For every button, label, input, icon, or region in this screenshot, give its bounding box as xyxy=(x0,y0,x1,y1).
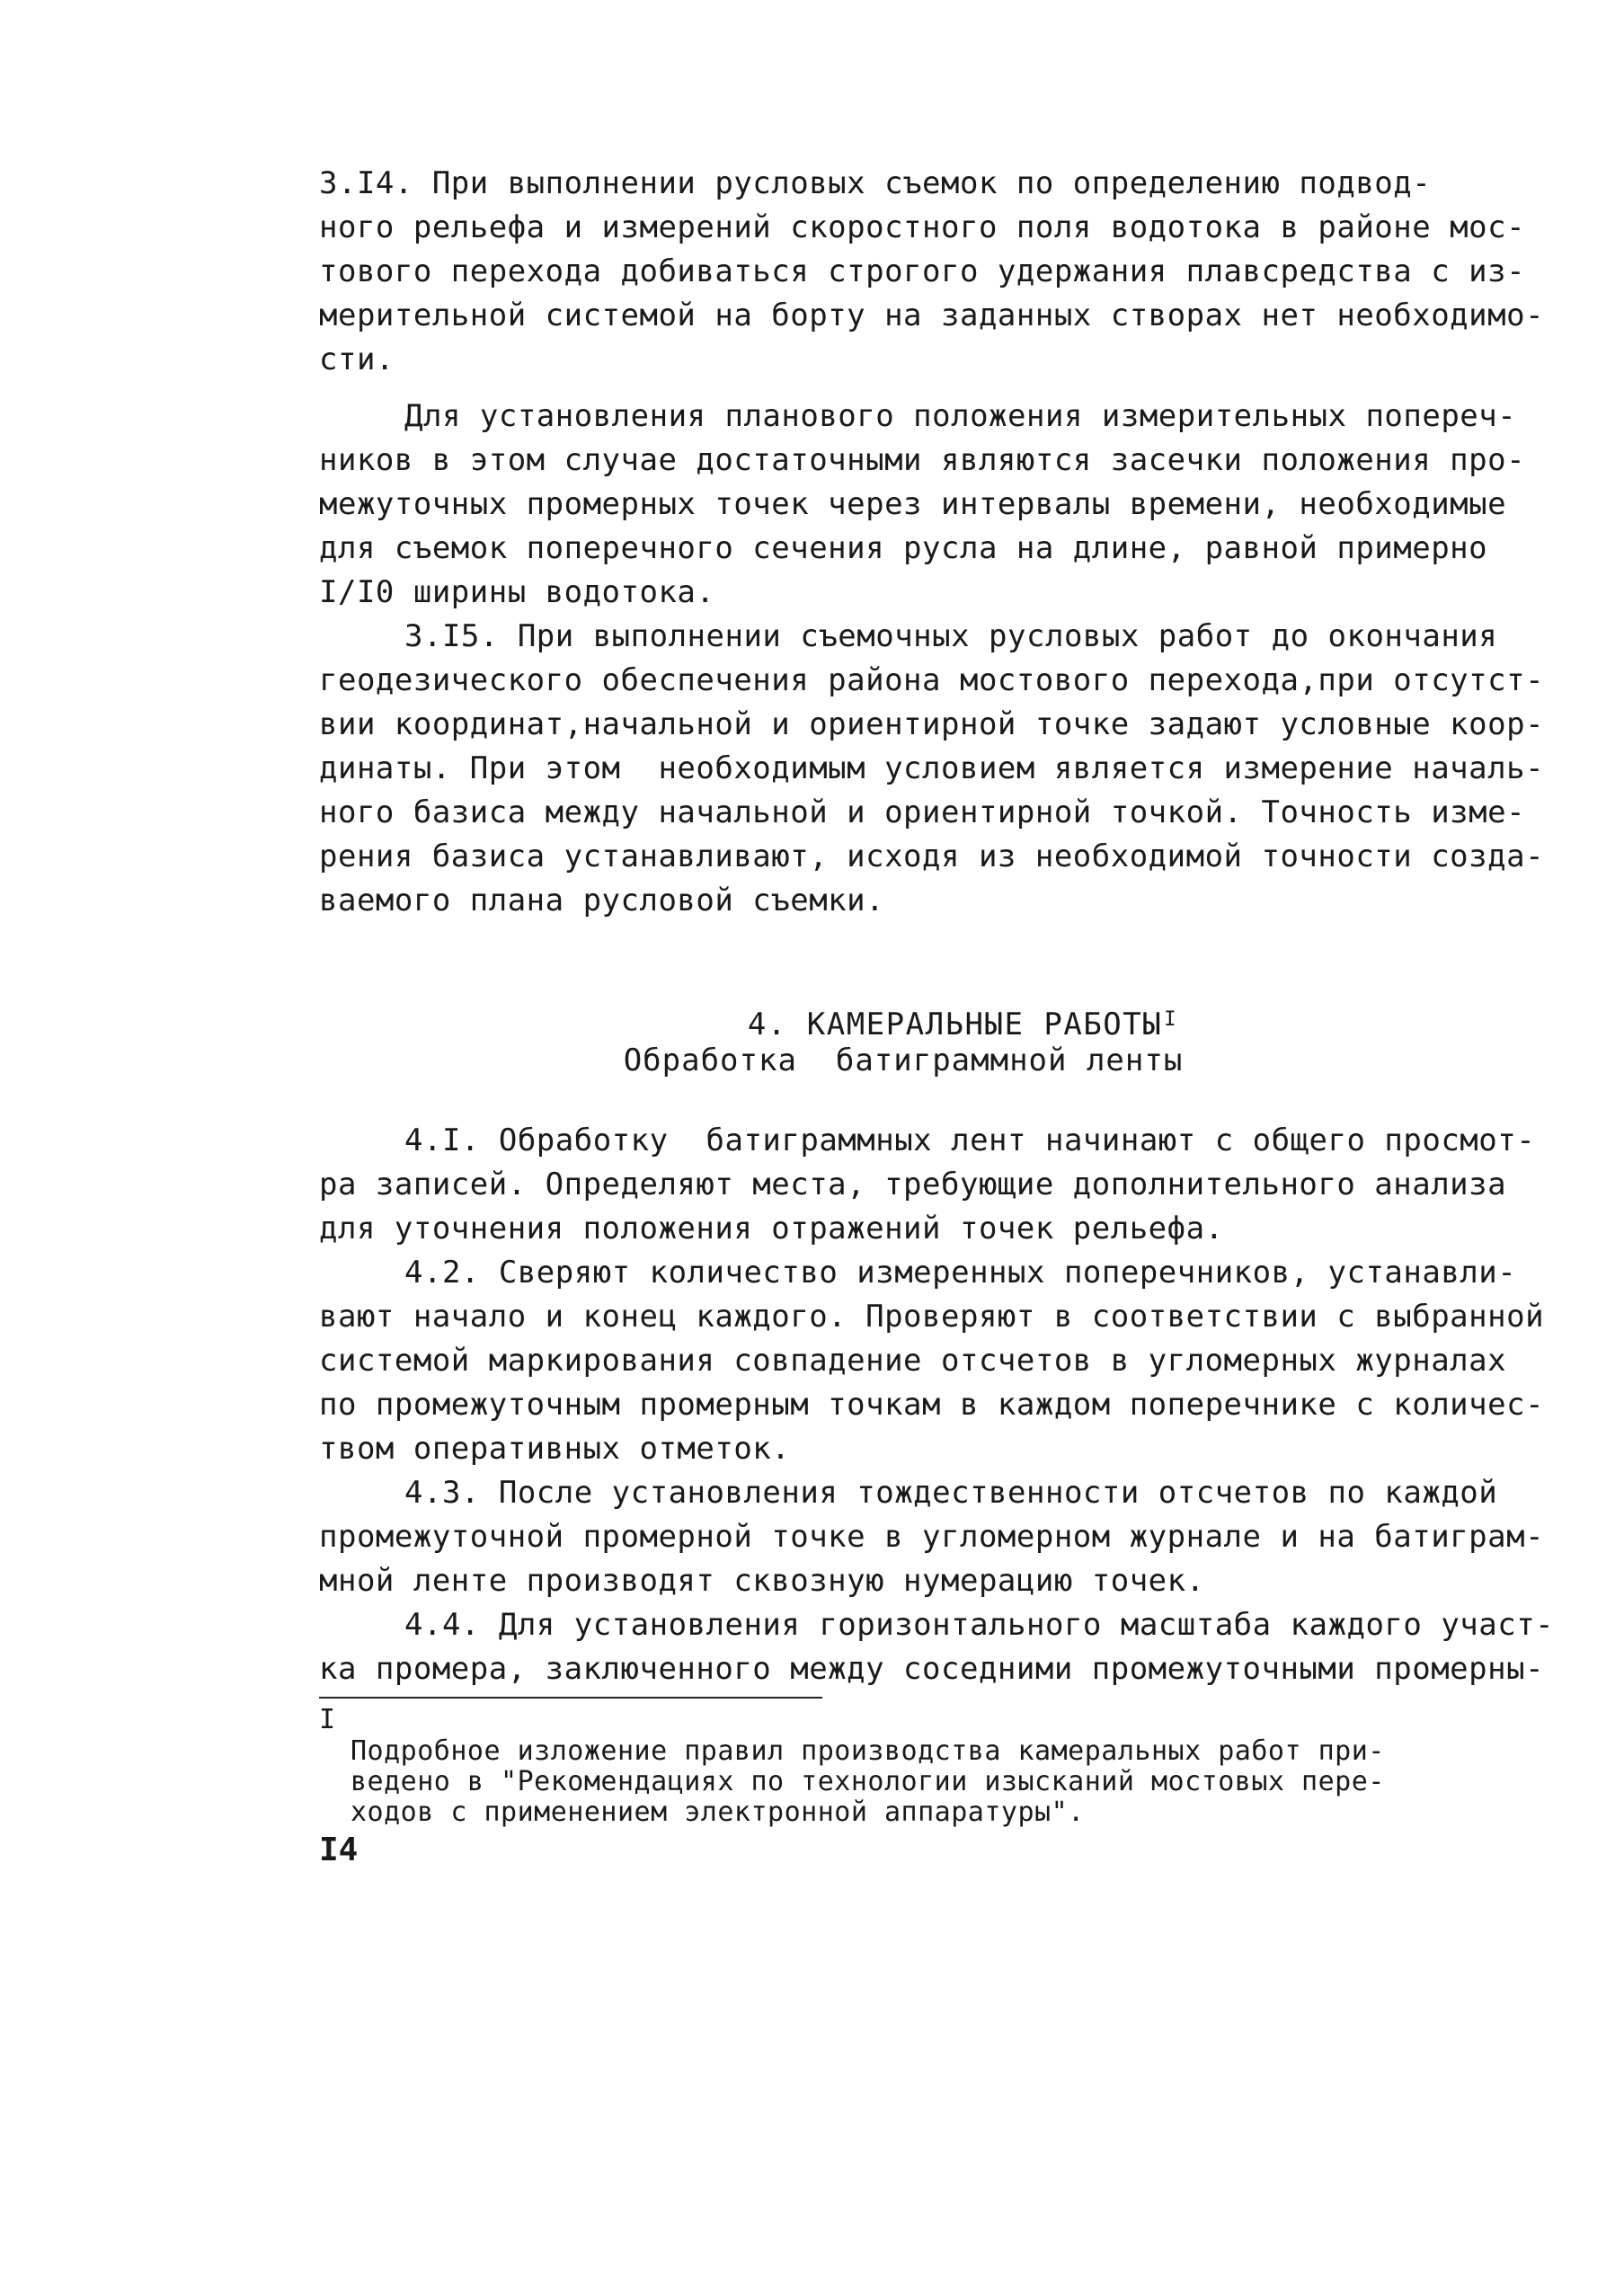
text-line: системой маркирования совпадение отсчетов в угломерных журналах xyxy=(319,1343,1507,1379)
page-text-block xyxy=(319,162,1555,1873)
text-line: динаты. При этом необходимым условием является измерение началь- xyxy=(319,750,1545,786)
text-line: 3.I4. При выполнении русловых съемок по определению подвод- xyxy=(319,165,1432,201)
paragraph-4-4 xyxy=(319,1603,1555,1691)
text-line: ваемого плана русловой съемки. xyxy=(319,883,885,918)
text-line: для съемок поперечного сечения русла на длине, равной примерно xyxy=(319,530,1488,566)
text-line: 4.2. Сверяют количество измеренных поперечников, устанавли- xyxy=(404,1255,1517,1291)
text-line: Для установления планового положения измерительных попереч- xyxy=(404,398,1517,434)
text-line: геодезического обеспечения района мостового перехода,при отсутст- xyxy=(319,662,1545,698)
paragraph-4-1 xyxy=(319,1119,1536,1251)
subsection-heading: Обработка батиграммной ленты xyxy=(623,1042,1184,1078)
paragraph-3-14 xyxy=(319,162,1545,382)
text-line: I/I0 ширины водотока. xyxy=(319,574,715,610)
section-heading xyxy=(319,959,1487,1042)
text-line: 4.I. Обработку батиграммных лент начинают с общего просмот- xyxy=(404,1122,1536,1158)
footnote-separator xyxy=(319,1697,822,1699)
text-line: твом оперативных отметок. xyxy=(319,1431,791,1467)
text-line: ного рельефа и измерений скоростного поля водотока в районе мос- xyxy=(319,209,1526,245)
page-number: I4 xyxy=(319,1832,359,1868)
paragraph-3-14-continued xyxy=(319,395,1526,615)
text-line: рения базиса устанавливают, исходя из необходимой точности созда- xyxy=(319,838,1545,874)
text-line: вают начало и конец каждого. Проверяют в соответствии с выбранной xyxy=(319,1299,1545,1335)
text-line: по промежуточным промерным точкам в каждом поперечнике с количес- xyxy=(319,1387,1545,1423)
text-line: промежуточной промерной точке в угломерном журнале и на батиграм- xyxy=(319,1519,1545,1555)
text-line: тового перехода добиваться строгого удержания плавсредства с из- xyxy=(319,253,1526,289)
text-line: ра записей. Определяют места, требующие дополнительного анализа xyxy=(319,1167,1507,1202)
paragraph-4-2 xyxy=(319,1251,1545,1471)
text-line: ников в этом случае достаточными являются засечки положения про- xyxy=(319,442,1526,478)
footnote-mark: I xyxy=(319,1704,336,1735)
footnote-line: ведено в "Рекомендациях по технологии изысканий мостовых пере- xyxy=(351,1766,1385,1797)
text-line: 4.4. Для установления горизонтального масштаба каждого участ- xyxy=(404,1607,1555,1643)
text-line: ка промера, заключенного между соседними промежуточными промерны- xyxy=(319,1651,1545,1687)
paragraph-3-15 xyxy=(319,615,1545,923)
text-line: ного базиса между начальной и ориентирной точкой. Точность изме- xyxy=(319,794,1526,830)
text-line: 3.I5. При выполнении съемочных русловых работ до окончания xyxy=(404,618,1498,654)
text-line: для уточнения положения отражений точек рельефа. xyxy=(319,1211,1224,1246)
text-line: мной ленте производят сквозную нумерацию точек. xyxy=(319,1563,1205,1599)
text-line: мерительной системой на борту на заданных створах нет необходимо- xyxy=(319,297,1545,333)
text-line: вии координат,начальной и ориентирной точке задают условные коор- xyxy=(319,706,1545,742)
paragraph-4-3 xyxy=(319,1471,1545,1603)
footnote xyxy=(319,1736,1487,1828)
text-line: сти. xyxy=(319,342,395,377)
section-heading-text: 4. КАМЕРАЛЬНЫЕ РАБОТЫ xyxy=(747,1007,1163,1042)
text-line: межуточных промерных точек через интервалы времени, необходимые xyxy=(319,486,1507,522)
footnote-line: ходов с применением электронной аппаратуры". xyxy=(351,1796,1085,1828)
text-line: 4.3. После установления тождественности отсчетов по каждой xyxy=(404,1475,1498,1511)
heading-footnote-mark: I xyxy=(1164,1008,1177,1031)
footnote-line: Подробное изложение правил производства камеральных работ при- xyxy=(351,1735,1385,1767)
